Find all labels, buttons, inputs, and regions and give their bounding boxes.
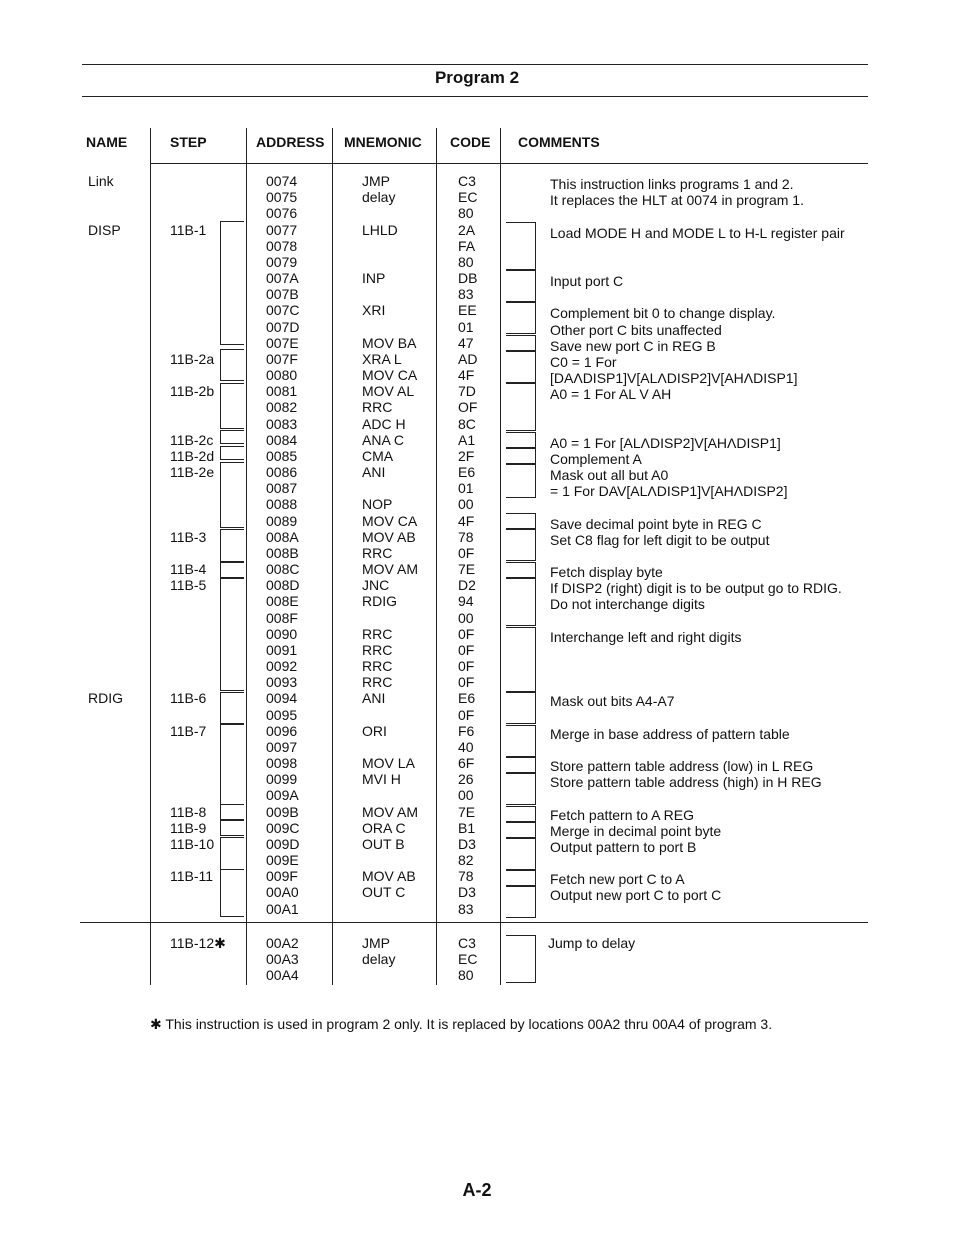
code-cell: 0F xyxy=(458,625,475,642)
comment-group-bracket xyxy=(506,222,536,270)
comment-group-bracket xyxy=(506,529,536,561)
code-cell: C3 xyxy=(458,935,476,951)
step-group-bracket xyxy=(220,383,244,429)
header-code: CODE xyxy=(450,134,491,150)
comment-text: Set C8 flag for left digit to be output xyxy=(550,531,770,548)
step-cell: 11B-3 xyxy=(170,528,207,545)
comment-group-bracket xyxy=(506,838,536,870)
name-cell: RDIG xyxy=(88,690,123,707)
address-cell: 0085 xyxy=(266,447,298,464)
mnemonic-cell: MOV AL xyxy=(362,383,415,400)
comment-text: Input port C xyxy=(550,273,624,290)
address-cell: 009B xyxy=(266,803,299,820)
header-mnemonic: MNEMONIC xyxy=(344,134,422,150)
page-number: A-2 xyxy=(462,1180,492,1200)
code-cell: AD xyxy=(458,350,478,367)
mnemonic-cell: RRC xyxy=(362,625,393,642)
top-rule xyxy=(82,64,868,65)
address-cell: 0094 xyxy=(266,690,298,707)
mnemonic-cell: ADC H xyxy=(362,415,406,432)
address-cell: 008C xyxy=(266,561,300,578)
comment-group-bracket xyxy=(506,432,536,448)
code-cell: 47 xyxy=(458,334,474,351)
code-cell: 6F xyxy=(458,755,475,772)
code-cell: 80 xyxy=(458,967,474,984)
comment-text: C0 = 1 For xyxy=(550,353,617,370)
address-cell: 0083 xyxy=(266,415,298,432)
address-cell: 009C xyxy=(266,819,300,836)
address-cell: 0086 xyxy=(266,464,298,481)
mnemonic-cell: ORA C xyxy=(362,819,406,836)
step-cell: 11B-9 xyxy=(170,819,207,836)
mnemonic-cell: MOV AM xyxy=(362,803,419,820)
address-cell: 0076 xyxy=(266,205,298,222)
header-name: NAME xyxy=(86,134,128,150)
comment-text: A0 = 1 For AL V AH xyxy=(550,386,672,403)
address-cell: 009F xyxy=(266,868,298,885)
comment-group-bracket xyxy=(506,757,536,773)
mnemonic-cell: JMP xyxy=(362,935,390,951)
address-cell: 008A xyxy=(266,528,299,545)
name-cell: Link xyxy=(88,173,114,189)
comment-text: Save decimal point byte in REG C xyxy=(550,515,762,532)
step-cell: 11B-8 xyxy=(170,803,207,820)
section-rule xyxy=(80,922,868,923)
column-divider-comments xyxy=(500,128,501,985)
step-cell: 11B-2e xyxy=(170,464,215,481)
comment-group-bracket xyxy=(506,886,536,918)
comment-text: Jump to delay xyxy=(548,935,636,951)
comment-text: Save new port C in REG B xyxy=(550,337,716,354)
code-cell: FA xyxy=(458,237,476,254)
address-cell: 0093 xyxy=(266,674,298,691)
code-cell: DB xyxy=(458,270,478,287)
column-divider-address xyxy=(246,128,247,985)
code-cell: 94 xyxy=(458,593,474,610)
address-cell: 0099 xyxy=(266,771,298,788)
step-group-bracket xyxy=(220,221,244,345)
comment-text: Fetch new port C to A xyxy=(550,871,685,888)
code-cell: 0F xyxy=(458,674,475,691)
mnemonic-cell: INP xyxy=(362,270,386,287)
comment-text: Complement bit 0 to change display. xyxy=(550,305,776,322)
address-cell: 00A3 xyxy=(266,951,299,968)
address-cell: 009E xyxy=(266,852,299,869)
comment-text: If DISP2 (right) digit is to be output go to RDIG. xyxy=(550,580,842,597)
header-step: STEP xyxy=(170,134,207,150)
mnemonic-cell: JNC xyxy=(362,577,390,594)
code-cell: EC xyxy=(458,189,478,206)
mnemonic-cell: delay xyxy=(362,951,396,968)
comment-text: Fetch display byte xyxy=(550,564,663,581)
step-cell: 11B-2a xyxy=(170,350,215,367)
address-cell: 007A xyxy=(266,270,299,287)
title-rule xyxy=(82,96,868,97)
mnemonic-cell: RRC xyxy=(362,641,393,658)
address-cell: 0081 xyxy=(266,383,298,400)
comment-group-bracket xyxy=(506,692,536,724)
address-cell: 007D xyxy=(266,318,300,335)
step-group-bracket xyxy=(220,529,244,562)
address-cell: 009A xyxy=(266,787,299,804)
address-cell: 007B xyxy=(266,286,299,303)
mnemonic-cell: ORI xyxy=(362,722,387,739)
code-cell: C3 xyxy=(458,173,476,189)
step-group-bracket xyxy=(220,804,244,820)
code-cell: D3 xyxy=(458,835,476,852)
mnemonic-cell: CMA xyxy=(362,447,394,464)
comment-text: Mask out bits A4-A7 xyxy=(550,693,675,710)
mnemonic-cell: ANI xyxy=(362,690,386,707)
address-cell: 008F xyxy=(266,609,298,626)
comment-group-bracket xyxy=(506,773,536,805)
code-cell: A1 xyxy=(458,431,476,448)
code-cell: 8C xyxy=(458,415,476,432)
column-divider-code xyxy=(436,128,437,985)
mnemonic-cell: MOV LA xyxy=(362,755,415,772)
code-cell: E6 xyxy=(458,464,476,481)
code-cell: 01 xyxy=(458,318,474,335)
header-rule xyxy=(150,163,868,164)
mnemonic-cell: MOV AM xyxy=(362,561,419,578)
comment-group-bracket xyxy=(506,383,536,431)
step-group-bracket xyxy=(220,578,244,691)
step-group-bracket xyxy=(220,869,244,917)
step-cell: 11B-2b xyxy=(170,383,215,400)
address-cell: 0079 xyxy=(266,253,298,270)
column-divider-mnemonic xyxy=(332,128,333,985)
address-cell: 0090 xyxy=(266,625,298,642)
address-cell: 0088 xyxy=(266,496,298,513)
comment-group-bracket xyxy=(506,562,536,578)
address-cell: 0097 xyxy=(266,738,298,755)
step-cell: 11B-2d xyxy=(170,447,215,464)
address-cell: 0084 xyxy=(266,431,298,448)
comment-group-bracket xyxy=(506,627,536,692)
address-cell: 0098 xyxy=(266,755,298,772)
code-cell: EC xyxy=(458,951,478,968)
mnemonic-cell: RRC xyxy=(362,399,393,416)
code-cell: OF xyxy=(458,399,478,416)
header-comments: COMMENTS xyxy=(518,134,600,150)
address-cell: 008E xyxy=(266,593,299,610)
comment-text: Merge in decimal point byte xyxy=(550,822,722,839)
code-cell: D3 xyxy=(458,884,476,901)
step-group-bracket xyxy=(220,820,244,836)
comment-text: Complement A xyxy=(550,450,642,467)
comment-text: It replaces the HLT at 0074 in program 1. xyxy=(550,192,804,209)
comment-text: Do not interchange digits xyxy=(550,596,705,613)
code-cell: 00 xyxy=(458,609,474,626)
code-cell: 0F xyxy=(458,544,475,561)
code-cell: 0F xyxy=(458,658,475,675)
step-cell: 11B-7 xyxy=(170,722,207,739)
step-cell: 11B-6 xyxy=(170,690,207,707)
comment-group-bracket xyxy=(506,302,536,334)
step-group-bracket xyxy=(220,562,244,578)
step-cell: 11B-10 xyxy=(170,835,215,852)
code-cell: 0F xyxy=(458,641,475,658)
mnemonic-cell: NOP xyxy=(362,496,393,513)
mnemonic-cell: RRC xyxy=(362,674,393,691)
code-cell: F6 xyxy=(458,722,475,739)
footnote: ✱ This instruction is used in program 2 only. It is replaced by locations 00A2 thru 00A4 of program 3. xyxy=(150,1016,773,1032)
code-cell: 83 xyxy=(458,286,474,303)
code-cell: E6 xyxy=(458,690,476,707)
comment-group-bracket xyxy=(506,935,536,983)
comment-group-bracket xyxy=(506,335,536,351)
address-cell: 00A4 xyxy=(266,967,299,984)
comment-group-bracket xyxy=(506,270,536,302)
comment-group-bracket xyxy=(506,513,536,529)
comment-text: Mask out all but A0 xyxy=(550,467,669,484)
comment-group-bracket xyxy=(506,725,536,757)
code-cell: 2F xyxy=(458,447,475,464)
code-cell: 7E xyxy=(458,803,476,820)
code-cell: 80 xyxy=(458,205,474,222)
mnemonic-cell: XRI xyxy=(362,302,386,319)
mnemonic-cell: MOV BA xyxy=(362,334,417,351)
step-group-bracket xyxy=(220,462,244,528)
code-cell: 7D xyxy=(458,383,476,400)
mnemonic-cell: delay xyxy=(362,189,396,206)
code-cell: 78 xyxy=(458,528,474,545)
comment-group-bracket xyxy=(506,822,536,838)
mnemonic-cell: RRC xyxy=(362,658,393,675)
step-cell: 11B-12✱ xyxy=(170,935,226,951)
comment-text: Store pattern table address (high) in H REG xyxy=(550,774,822,791)
address-cell: 0077 xyxy=(266,221,298,238)
address-cell: 009D xyxy=(266,835,300,852)
code-cell: 4F xyxy=(458,367,475,384)
step-group-bracket xyxy=(220,446,244,460)
comment-text: Other port C bits unaffected xyxy=(550,321,722,338)
address-cell: 007E xyxy=(266,334,299,351)
code-cell: 7E xyxy=(458,561,476,578)
comment-group-bracket xyxy=(506,578,536,626)
mnemonic-cell: MOV AB xyxy=(362,868,416,885)
address-cell: 007F xyxy=(266,350,298,367)
address-cell: 0082 xyxy=(266,399,298,416)
mnemonic-cell: ANI xyxy=(362,464,386,481)
code-cell: EE xyxy=(458,302,477,319)
code-cell: 00 xyxy=(458,496,474,513)
code-cell: B1 xyxy=(458,819,476,836)
code-cell: 01 xyxy=(458,480,474,497)
mnemonic-cell: JMP xyxy=(362,173,390,189)
comment-text: Fetch pattern to A REG xyxy=(550,806,694,823)
address-cell: 0091 xyxy=(266,641,298,658)
comment-text: = 1 For DAV[ALΛDISP1]V[AHΛDISP2] xyxy=(550,483,788,500)
code-cell: 82 xyxy=(458,852,474,869)
code-cell: 40 xyxy=(458,738,474,755)
mnemonic-cell: MOV AB xyxy=(362,528,416,545)
mnemonic-cell: MVI H xyxy=(362,771,401,788)
address-cell: 008D xyxy=(266,577,300,594)
address-cell: 0074 xyxy=(266,173,298,189)
mnemonic-cell: XRA L xyxy=(362,350,402,367)
address-cell: 0080 xyxy=(266,367,298,384)
comment-group-bracket xyxy=(506,464,536,498)
comment-text: Merge in base address of pattern table xyxy=(550,725,790,742)
address-cell: 0095 xyxy=(266,706,298,723)
address-cell: 0092 xyxy=(266,658,298,675)
comment-text: Output new port C to port C xyxy=(550,887,722,904)
code-cell: 80 xyxy=(458,253,474,270)
step-group-bracket xyxy=(220,349,244,381)
comment-text: Load MODE H and MODE L to H-L register pair xyxy=(550,224,845,241)
step-cell: 11B-5 xyxy=(170,577,207,594)
comment-group-bracket xyxy=(506,806,536,822)
code-cell: 0F xyxy=(458,706,475,723)
address-cell: 0075 xyxy=(266,189,298,206)
comment-text: Store pattern table address (low) in L REG xyxy=(550,758,814,775)
address-cell: 007C xyxy=(266,302,300,319)
name-cell: DISP xyxy=(88,221,121,238)
step-group-bracket xyxy=(220,692,244,725)
address-cell: 00A1 xyxy=(266,900,299,917)
code-cell: 83 xyxy=(458,900,474,917)
comment-group-bracket xyxy=(506,448,536,464)
code-cell: D2 xyxy=(458,577,476,594)
address-cell: 0087 xyxy=(266,480,298,497)
comment-text: A0 = 1 For [ALΛDISP2]V[AHΛDISP1] xyxy=(550,434,781,451)
comment-text: [DAΛDISP1]V[ALΛDISP2]V[AHΛDISP1] xyxy=(550,370,798,387)
column-divider-step xyxy=(150,128,151,985)
code-cell: 78 xyxy=(458,868,474,885)
address-cell: 0078 xyxy=(266,237,298,254)
step-cell: 11B-2c xyxy=(170,431,214,448)
mnemonic-cell: MOV CA xyxy=(362,367,418,384)
step-group-bracket xyxy=(220,430,244,444)
comment-text: Interchange left and right digits xyxy=(550,628,742,645)
address-cell: 0096 xyxy=(266,722,298,739)
mnemonic-cell: ANA C xyxy=(362,431,405,448)
mnemonic-cell: RDIG xyxy=(362,593,397,610)
mnemonic-cell: OUT C xyxy=(362,884,406,901)
comment-text: Output pattern to port B xyxy=(550,838,697,855)
comment-text: This instruction links programs 1 and 2. xyxy=(550,176,794,192)
mnemonic-cell: OUT B xyxy=(362,835,405,852)
code-cell: 00 xyxy=(458,787,474,804)
mnemonic-cell: LHLD xyxy=(362,221,398,238)
page-title: Program 2 xyxy=(434,68,520,87)
code-cell: 26 xyxy=(458,771,474,788)
address-cell: 00A2 xyxy=(266,935,299,951)
step-cell: 11B-11 xyxy=(170,868,214,885)
code-cell: 4F xyxy=(458,512,475,529)
step-cell: 11B-1 xyxy=(170,221,207,238)
comment-group-bracket xyxy=(506,870,536,886)
mnemonic-cell: RRC xyxy=(362,544,393,561)
step-group-bracket xyxy=(220,837,244,870)
address-cell: 00A0 xyxy=(266,884,299,901)
header-address: ADDRESS xyxy=(256,134,325,150)
comment-group-bracket xyxy=(506,351,536,383)
mnemonic-cell: MOV CA xyxy=(362,512,418,529)
address-cell: 008B xyxy=(266,544,299,561)
code-cell: 2A xyxy=(458,221,476,238)
address-cell: 0089 xyxy=(266,512,298,529)
step-cell: 11B-4 xyxy=(170,561,207,578)
